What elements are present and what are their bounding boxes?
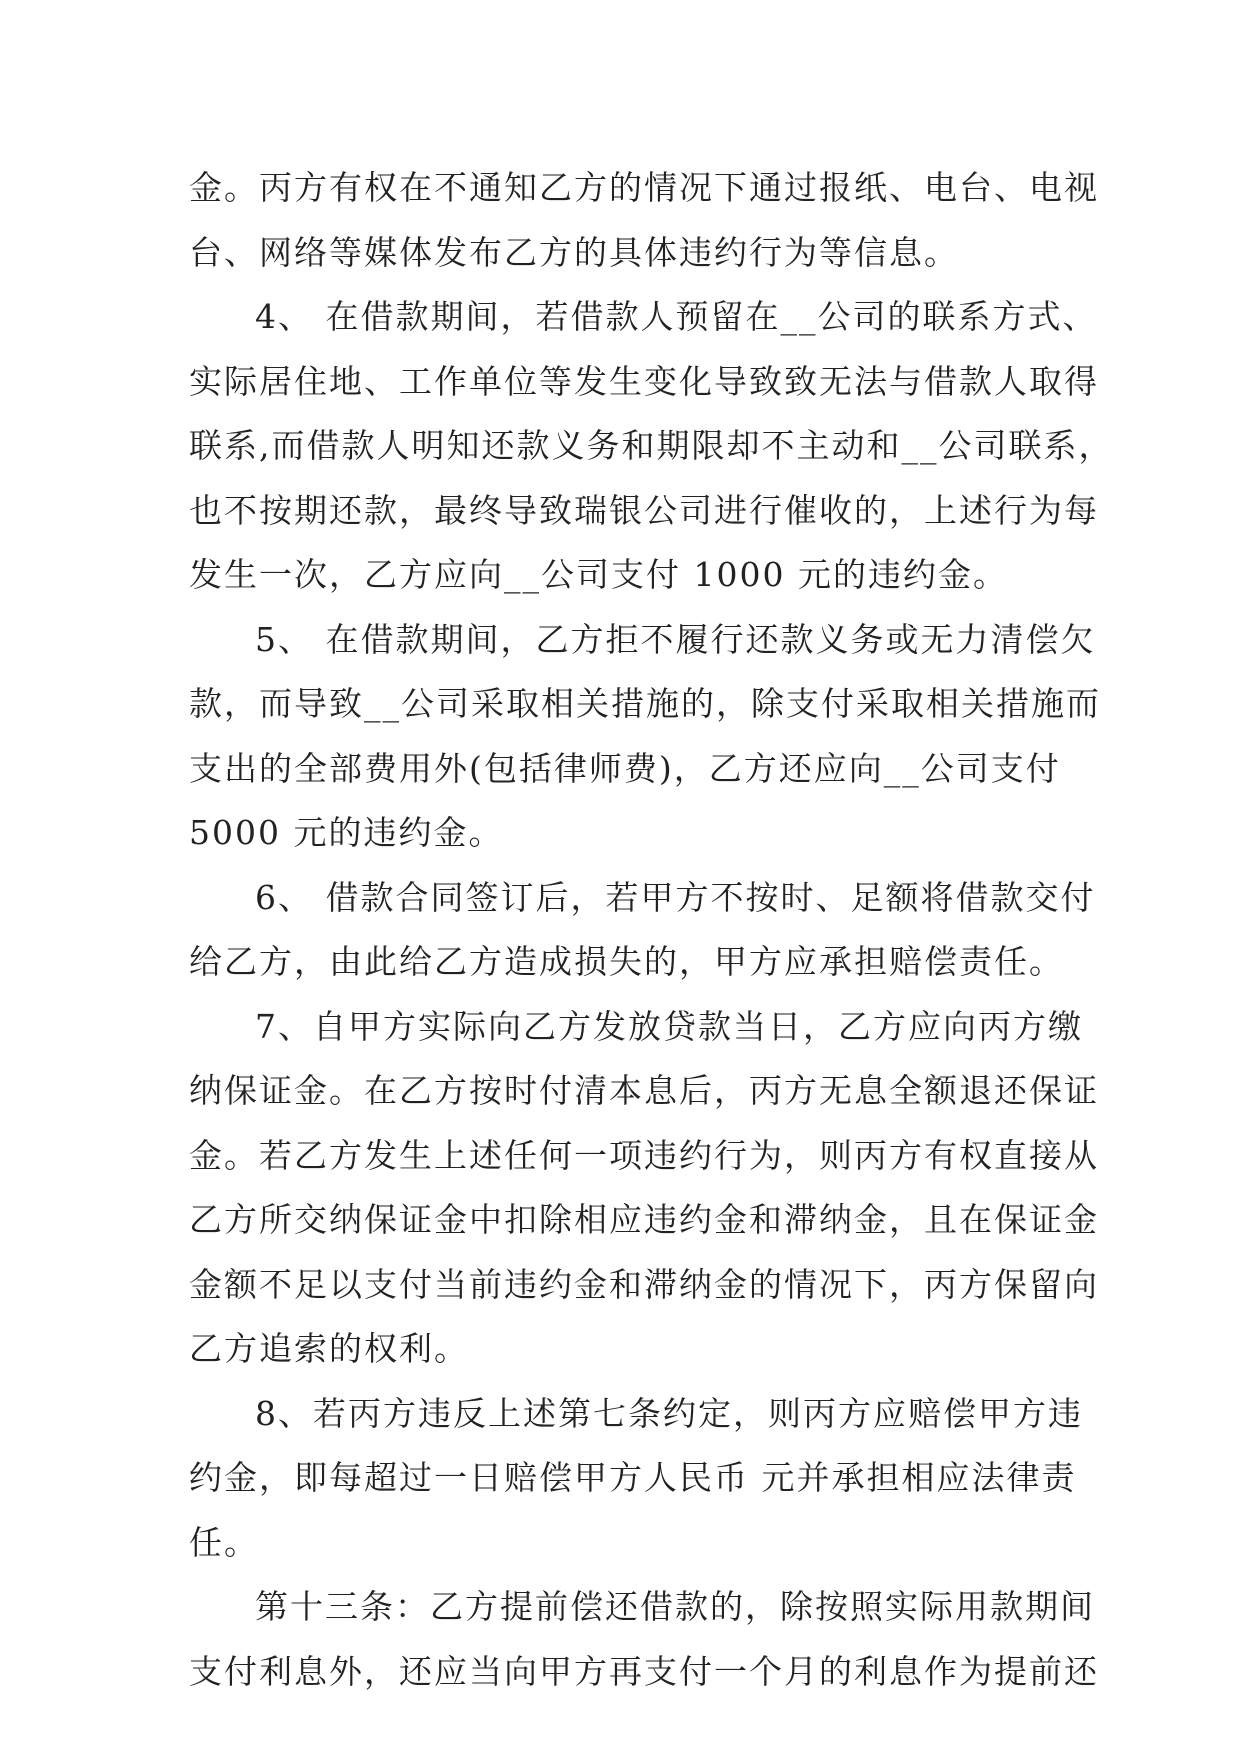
clause-6-heading-line: 6、 借款合同签订后，若甲方不按时、足额将借款交付 (255, 877, 1096, 917)
text-line: 乙方追索的权利。 (189, 1329, 469, 1368)
article-13-heading-line: 第十三条：乙方提前偿还借款的，除按照实际用款期间 (255, 1587, 1095, 1626)
text-line: 支付利息外，还应当向甲方再支付一个月的利息作为提前还 (189, 1651, 1099, 1691)
text-line: 约金，即每超过一日赔偿甲方人民币 元并承担相应法律责 (189, 1458, 1077, 1497)
text-line: 台、网络等媒体发布乙方的具体违约行为等信息。 (189, 232, 959, 272)
clause-4-heading-line: 4、 在借款期间，若借款人预留在__公司的联系方式、 (255, 297, 1098, 336)
clause-5-heading-line: 5、 在借款期间，乙方拒不履行还款义务或无力清偿欠 (255, 619, 1096, 659)
text-line: 联系,而借款人明知还款义务和期限却不主动和__公司联系， (189, 426, 1114, 465)
text-line: 也不按期还款，最终导致瑞银公司进行催收的，上述行为每 (189, 490, 1099, 530)
text-line: 乙方所交纳保证金中扣除相应违约金和滞纳金，且在保证金 (189, 1200, 1099, 1239)
text-line: 发生一次，乙方应向__公司支付 1000 元的违约金。 (189, 555, 1008, 594)
text-line: 给乙方，由此给乙方造成损失的，甲方应承担赔偿责任。 (189, 942, 1064, 981)
text-line: 金额不足以支付当前违约金和滞纳金的情况下，丙方保留向 (189, 1264, 1099, 1304)
text-line: 实际居住地、工作单位等发生变化导致致无法与借款人取得 (189, 361, 1099, 401)
text-line: 金。若乙方发生上述任何一项违约行为，则丙方有权直接从 (189, 1135, 1099, 1175)
text-line: 任。 (189, 1522, 259, 1562)
text-line: 金。丙方有权在不通知乙方的情况下通过报纸、电台、电视 (189, 168, 1099, 207)
text-line: 5000 元的违约金。 (189, 813, 504, 852)
text-line: 纳保证金。在乙方按时付清本息后，丙方无息全额退还保证 (189, 1071, 1099, 1110)
clause-8-heading-line: 8、若丙方违反上述第七条约定，则丙方应赔偿甲方违 (255, 1393, 1083, 1433)
document-body (189, 156, 1114, 1704)
text-line: 支出的全部费用外(包括律师费)，乙方还应向__公司支付 (189, 748, 1061, 788)
clause-7-heading-line: 7、自甲方实际向乙方发放贷款当日，乙方应向丙方缴 (255, 1006, 1083, 1046)
text-line: 款，而导致__公司采取相关措施的，除支付采取相关措施而 (189, 684, 1101, 723)
